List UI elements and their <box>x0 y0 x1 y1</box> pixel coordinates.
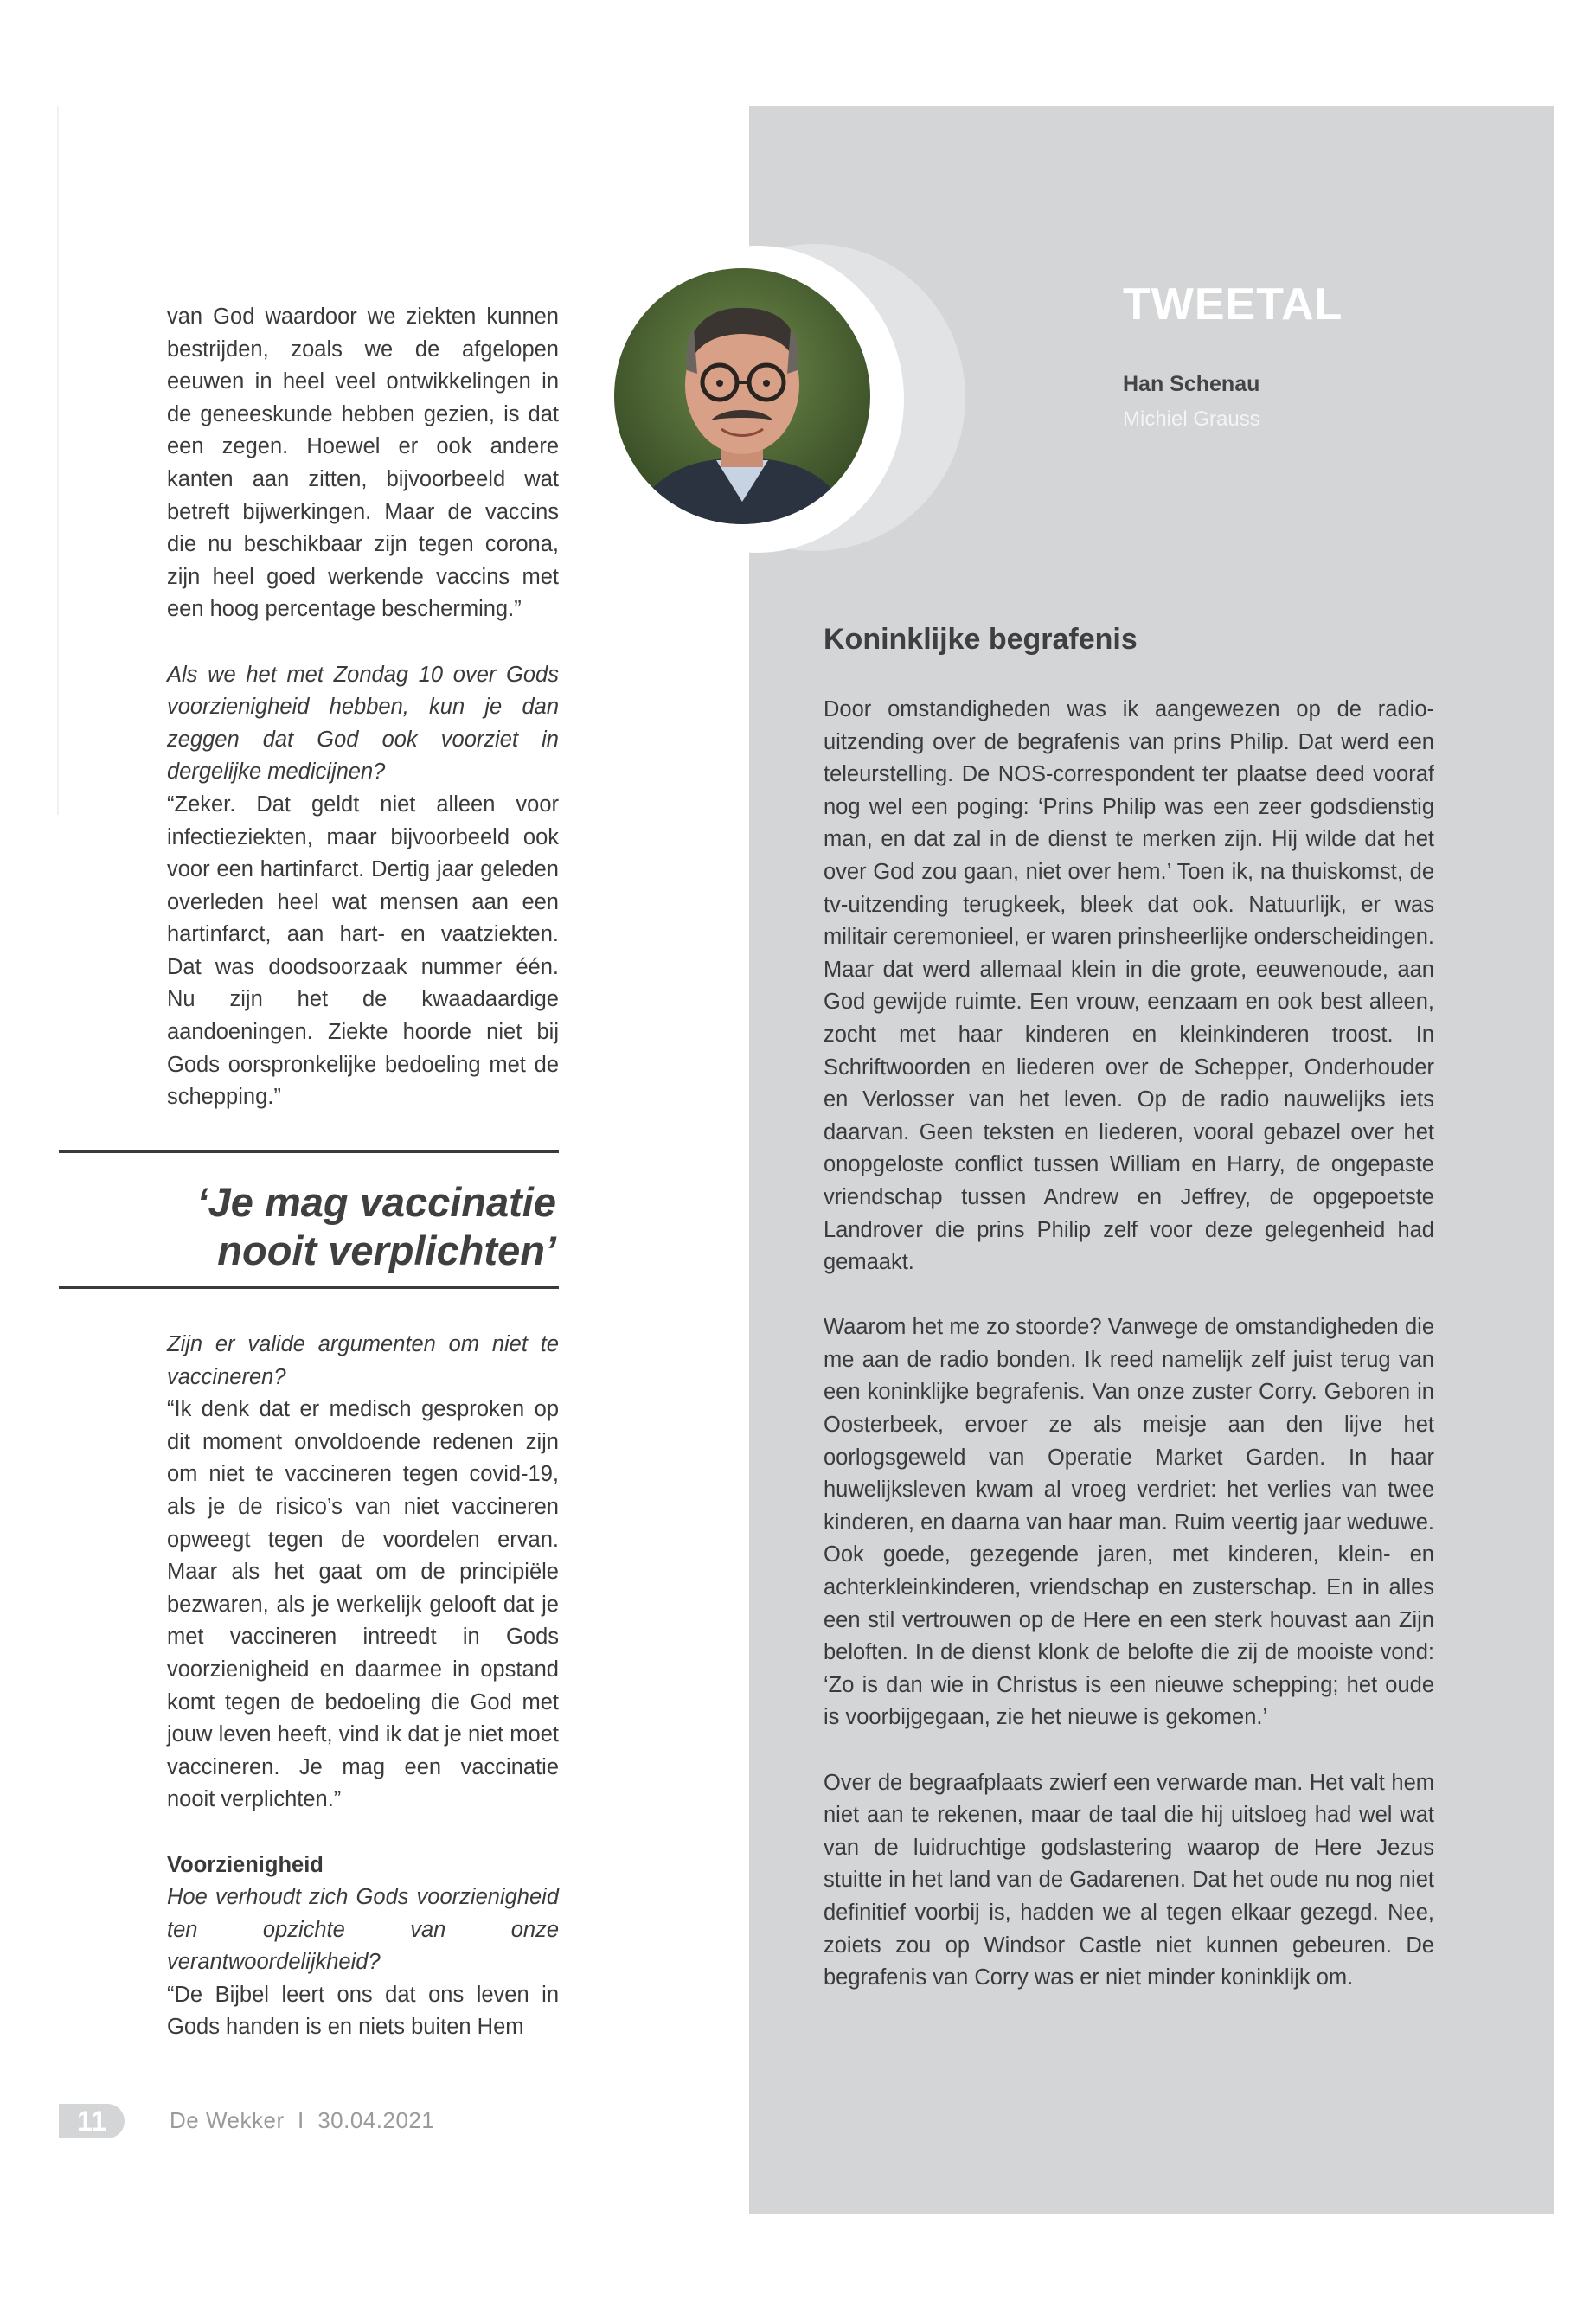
publication-footer: De Wekker I 30.04.2021 <box>170 2107 435 2133</box>
paragraph: van God waardoor we ziekten kunnen bestrijden, zoals we de afgelopen eeuwen in heel veel ontwikkelingen in de geneeskunde hebben gezien, is dat een zegen. Hoewel er ook andere kanten aan zitten, bijvoorbeeld wat betreft bijwerkingen. Maar de vaccins die nu beschikbaar zijn tegen corona, zijn heel goed werkende vaccins met een hoog percentage bescherming.” <box>167 304 559 622</box>
pullquote-line: nooit verplichten’ <box>217 1227 556 1273</box>
author-portrait <box>614 268 870 524</box>
column-paragraph: Waarom het me zo stoorde? Vanwege de omstandigheden die me aan de radio bonden. Ik reed namelijk zelf juist terug van een koninklijke begrafenis. Van onze zuster Corry. Geboren in Oosterbeek, ervoer ze als meisje aan den lijve het oorlogsgeweld van Operatie Market Garden. In haar huwelijksleven kwam al vroeg verdriet: het verlies van twee kinderen, en daarna van haar man. Ruim veertig jaar weduwe. Ook goede, gezegende jaren, met kinderen, klein- en achterkleinkinderen, vriendschap en zusterschap. En in alles een stil vertrouwen op de Here en een sterk houvast aan Zijn beloften. In de dienst klonk de belofte die zij de mooiste vond: ‘Zo is dan wie in Christus is een nieuwe schepping; het oude is voorbijgegaan, zie het nieuwe is gekomen.’ <box>824 1315 1434 1730</box>
pullquote-line: ‘Je mag vaccinatie <box>196 1179 556 1225</box>
paragraph: “Ik denk dat er medisch gesproken op dit moment onvoldoende redenen zijn om niet te vaccineren tegen covid-19, als je de risico’s van niet vaccineren opweegt tegen de voordelen ervan. Maar als het gaat om de principiële bezwaren, als je werkelijk gelooft dat je met vaccineren intreedt in Gods voorzienigheid en daarmee in opstand komt tegen de bedoeling die God met jouw leven heeft, vind ik dat je niet moet vaccineren. Je mag een vaccinatie nooit verplichten.” <box>167 1397 559 1812</box>
subheading: Voorzienigheid <box>167 1852 324 1877</box>
column-label: TWEETAL <box>1123 279 1343 330</box>
pullquote-top-rule <box>59 1150 559 1153</box>
pullquote <box>59 1178 556 1275</box>
photo-credit: Michiel Grauss <box>1123 407 1260 431</box>
paragraph: “Zeker. Dat geldt niet alleen voor infectieziekten, maar bijvoorbeeld ook voor een hartinfarct. Dertig jaar geleden overleden heel wat mensen aan een hartinfarct, aan hart- en vaatziekten. Dat was doodsoorzaak nummer één. Nu zijn het de kwaadaardige aandoeningen. Ziekte hoorde niet bij Gods oorspronkelijke bedoeling met de schepping.” <box>167 792 559 1110</box>
interview-column-bottom <box>167 1329 559 2044</box>
page-number: 11 <box>59 2104 125 2138</box>
column-paragraph: Door omstandigheden was ik aangewezen op de radio-uitzending over de begrafenis van prins Philip. Dat werd een teleurstelling. De NOS-correspondent ter plaatse deed vooraf nog wel een poging: ‘Prins Philip was een zeer godsdienstig man, en dat zal in de dienst te merken zijn. Hij wilde dat het over God zou gaan, niet over hem.’ Toen ik, na thuiskomst, de tv-uitzending terugkeek, bleek dat ook. Natuurlijk, er was militair ceremonieel, er waren prinsheerlijke onderscheidingen. Maar dat werd allemaal klein in die grote, eeuwenoude, aan God gewijde ruimte. Een vrouw, eenzaam en ook best alleen, zocht met haar kinderen en kleinkinderen troost. In Schriftwoorden en liederen over de Schepper, Onderhouder en Verlosser van het leven. Op de radio nauwelijks iets daarvan. Geen teksten en liederen, vooral gebazel over het onopgeloste conflict tussen William en Harry, de ongepaste vriendschap tussen Andrew en Jeffrey, de opgepoetste Landrover die prins Philip zelf voor deze gelegenheid had gemaakt. <box>824 697 1434 1275</box>
left-margin-rule <box>57 106 59 815</box>
pullquote-bottom-rule <box>59 1286 559 1289</box>
interview-question: Zijn er valide argumenten om niet te vaccineren? <box>167 1332 559 1389</box>
paragraph: “De Bijbel leert ons dat ons leven in Gods handen is en niets buiten Hem <box>167 1982 559 2040</box>
interview-question: Als we het met Zondag 10 over Gods voorzienigheid hebben, kun je dan zeggen dat God ook voorziet in dergelijke medicijnen? <box>167 662 559 785</box>
author-portrait-image <box>614 268 870 524</box>
interview-column-top <box>167 301 559 1114</box>
column-paragraph: Over de begraafplaats zwierf een verwarde man. Het valt hem niet aan te rekenen, maar de taal die hij uitsloeg had wel wat van de luidruchtige godslastering waarop de Here Jezus stuitte in het land van de Gadarenen. Dat het oude nu nog niet definitief voorbij is, hadden we al tegen elkaar gezegd. Nee, zoiets zou op Windsor Castle niet kunnen gebeuren. De begrafenis van Corry was er niet minder koninklijk om. <box>824 1770 1434 1990</box>
column-author: Han Schenau <box>1123 372 1260 396</box>
interview-question: Hoe verhoudt zich Gods voorzienigheid ten opzichte van onze verantwoordelijkheid? <box>167 1885 559 1975</box>
column-heading: Koninklijke begrafenis <box>824 623 1138 656</box>
column-body <box>824 616 1434 1995</box>
